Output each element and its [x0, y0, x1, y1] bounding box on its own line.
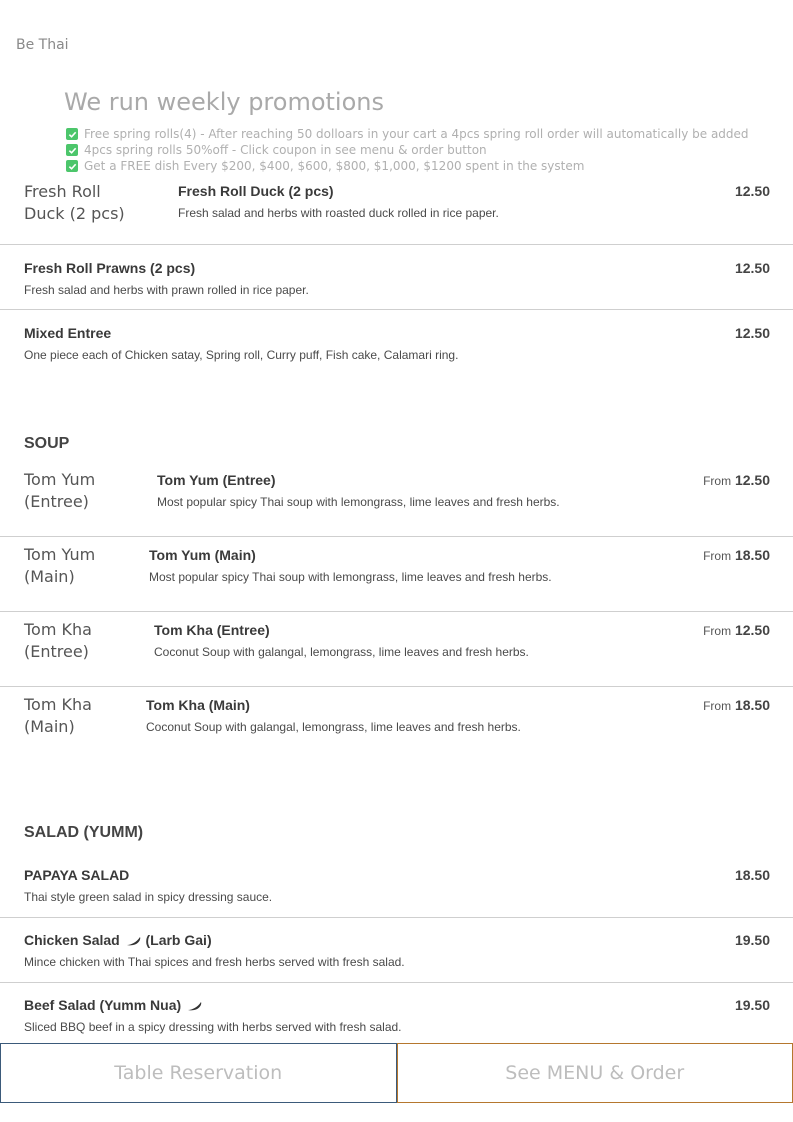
menu-item-price: 12.50: [734, 260, 770, 276]
promotions-banner: [0, 78, 793, 178]
check-icon: [66, 144, 78, 156]
price-value: 18.50: [734, 547, 770, 563]
menu-list: [0, 178, 793, 1048]
menu-item-name: Tom Yum (Entree): [157, 472, 276, 488]
promotion-item: [66, 158, 749, 174]
menu-item-image: Tom Yum (Main): [24, 545, 96, 586]
price-value: 12.50: [734, 622, 770, 638]
bottom-action-bar: [0, 1043, 793, 1103]
menu-item[interactable]: [0, 462, 793, 537]
menu-item-description: Mince chicken with Thai spices and fresh herbs served with fresh salad.: [24, 955, 405, 969]
promotion-item: [66, 126, 749, 142]
menu-item-image: Tom Kha (Entree): [24, 620, 92, 661]
menu-item-price: [703, 472, 770, 488]
menu-item-description: Fresh salad and herbs with prawn rolled in rice paper.: [24, 283, 309, 297]
menu-item-name: Tom Kha (Entree): [154, 622, 270, 638]
chili-icon: [126, 936, 142, 946]
promotion-text: 4pcs spring rolls 50%off - Click coupon in see menu & order button: [84, 143, 487, 157]
menu-item[interactable]: [0, 853, 793, 918]
promotion-item: [66, 142, 749, 158]
menu-item-name: Tom Kha (Main): [146, 697, 250, 713]
menu-item-image: Tom Kha (Main): [24, 695, 92, 736]
table-reservation-button[interactable]: Table Reservation: [0, 1043, 397, 1103]
menu-item-description: Thai style green salad in spicy dressing sauce.: [24, 890, 273, 904]
menu-item-price: 19.50: [734, 932, 770, 948]
menu-item[interactable]: [0, 918, 793, 983]
check-icon: [66, 128, 78, 140]
menu-item[interactable]: [0, 245, 793, 310]
menu-item-description: Most popular spicy Thai soup with lemongrass, lime leaves and fresh herbs.: [157, 495, 560, 509]
menu-item-name: Fresh Roll Duck (2 pcs): [178, 183, 334, 199]
menu-item[interactable]: [0, 612, 793, 687]
menu-item[interactable]: [0, 178, 793, 245]
menu-item-description: Sliced BBQ beef in a spicy dressing with herbs served with fresh salad.: [24, 1020, 402, 1034]
menu-item-image: Fresh Roll Duck (2 pcs): [24, 182, 125, 223]
menu-item-price: 18.50: [734, 867, 770, 883]
menu-item-description: Coconut Soup with galangal, lemongrass, lime leaves and fresh herbs.: [146, 720, 521, 734]
price-value: 18.50: [734, 697, 770, 713]
menu-item-image: Tom Yum (Entree): [24, 470, 96, 511]
menu-item-name: Tom Yum (Main): [149, 547, 256, 563]
section-title-salad: SALAD (YUMM): [24, 824, 144, 841]
menu-item-price: [703, 697, 770, 713]
brand-name[interactable]: Be Thai: [16, 37, 69, 53]
price-from-label: From: [703, 474, 732, 488]
menu-item-price: 12.50: [734, 325, 770, 341]
menu-item-price: [703, 547, 770, 563]
menu-item-price: 19.50: [734, 997, 770, 1013]
menu-item-name: Mixed Entree: [24, 325, 112, 341]
menu-item[interactable]: [0, 983, 793, 1048]
menu-item-price: 12.50: [734, 183, 770, 199]
menu-item-name: Fresh Roll Prawns (2 pcs): [24, 260, 196, 276]
section-title-soup: SOUP: [24, 435, 70, 452]
menu-item-description: One piece each of Chicken satay, Spring roll, Curry puff, Fish cake, Calamari ring.: [24, 348, 459, 362]
price-from-label: From: [703, 624, 732, 638]
menu-item-description: Most popular spicy Thai soup with lemongrass, lime leaves and fresh herbs.: [149, 570, 552, 584]
section-header: [0, 762, 793, 853]
menu-item[interactable]: [0, 310, 793, 375]
menu-item[interactable]: [0, 687, 793, 762]
menu-item[interactable]: [0, 537, 793, 612]
price-from-label: From: [703, 699, 732, 713]
price-from-label: From: [703, 549, 732, 563]
menu-item-name: PAPAYA SALAD: [24, 867, 130, 883]
menu-item-name: Chicken Salad (Larb Gai): [24, 932, 212, 948]
price-value: 12.50: [734, 472, 770, 488]
menu-item-description: Coconut Soup with galangal, lemongrass, lime leaves and fresh herbs.: [154, 645, 529, 659]
menu-item-price: [703, 622, 770, 638]
check-icon: [66, 160, 78, 172]
promotion-text: Get a FREE dish Every $200, $400, $600, $800, $1,000, $1200 spent in the system: [84, 159, 585, 173]
promotions-title: We run weekly promotions: [64, 88, 384, 116]
promotions-list: [66, 126, 749, 174]
menu-item-description: Fresh salad and herbs with roasted duck rolled in rice paper.: [178, 206, 499, 220]
promotion-text: Free spring rolls(4) - After reaching 50 dolloars in your cart a 4pcs spring roll order will automatically be added: [84, 127, 749, 141]
see-menu-order-button[interactable]: See MENU & Order: [397, 1043, 793, 1103]
chili-icon: [187, 1001, 203, 1011]
section-header: [0, 375, 793, 462]
menu-item-name: Beef Salad (Yumm Nua): [24, 997, 203, 1013]
